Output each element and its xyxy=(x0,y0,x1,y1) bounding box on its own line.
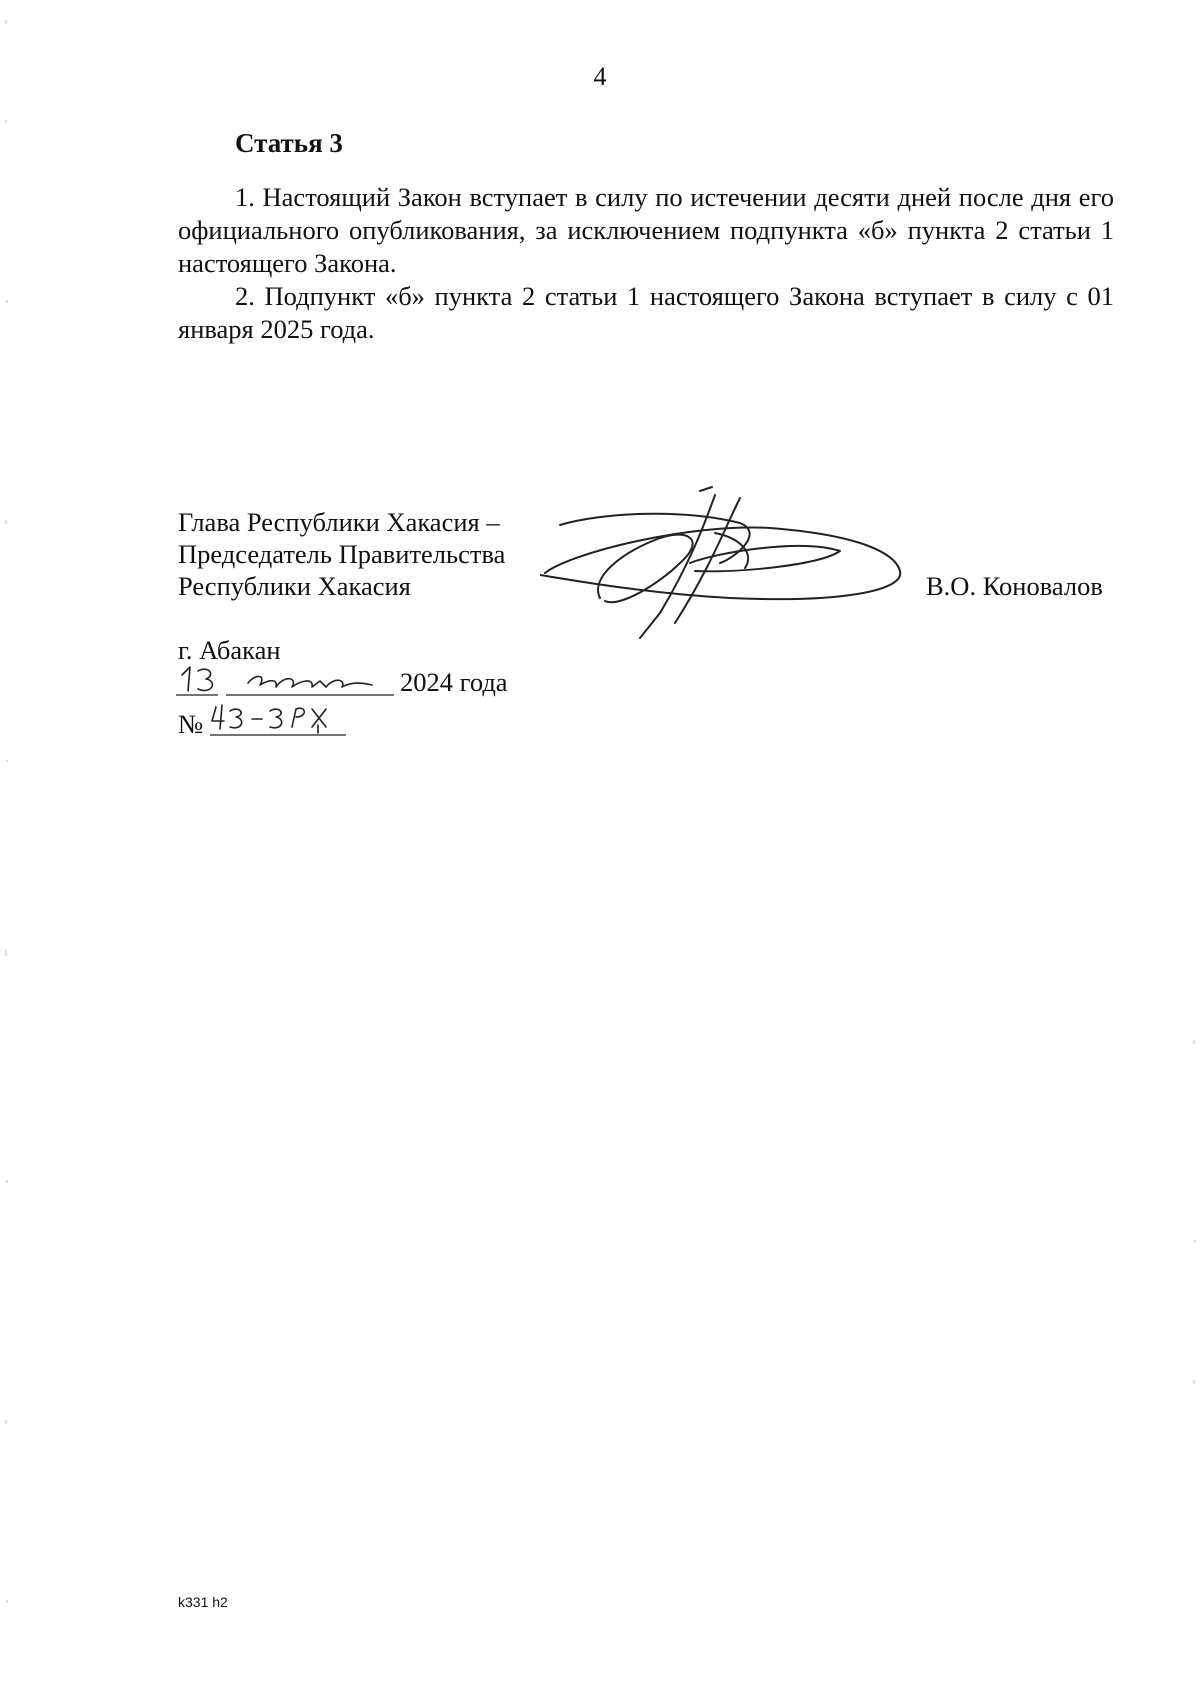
paragraph-text: 2. Подпункт «б» пункта 2 статьи 1 настоящего Закона вступает в силу с 01 января 2025 года. xyxy=(178,281,1114,344)
signatory-position-line: Глава Республики Хакасия – xyxy=(178,507,500,537)
place-of-signing: г. Абакан xyxy=(178,635,281,665)
page-number: 4 xyxy=(593,62,607,91)
article-title: Статья 3 xyxy=(235,128,343,158)
date-suffix: 2024 года xyxy=(400,667,508,697)
footer-code: k331 h2 xyxy=(178,1594,228,1610)
paragraph-text: 1. Настоящий Закон вступает в силу по истечении десяти дней после дня его официального опубликования, за исключением подпункта «б» пункта 2 статьи 1 настоящего Закона. xyxy=(178,182,1114,278)
number-prefix: № xyxy=(178,709,204,739)
signatory-name: В.О. Коновалов xyxy=(926,571,1103,601)
signatory-position-line: Председатель Правительства xyxy=(178,539,506,569)
signatory-position-line: Республики Хакасия xyxy=(178,571,411,601)
